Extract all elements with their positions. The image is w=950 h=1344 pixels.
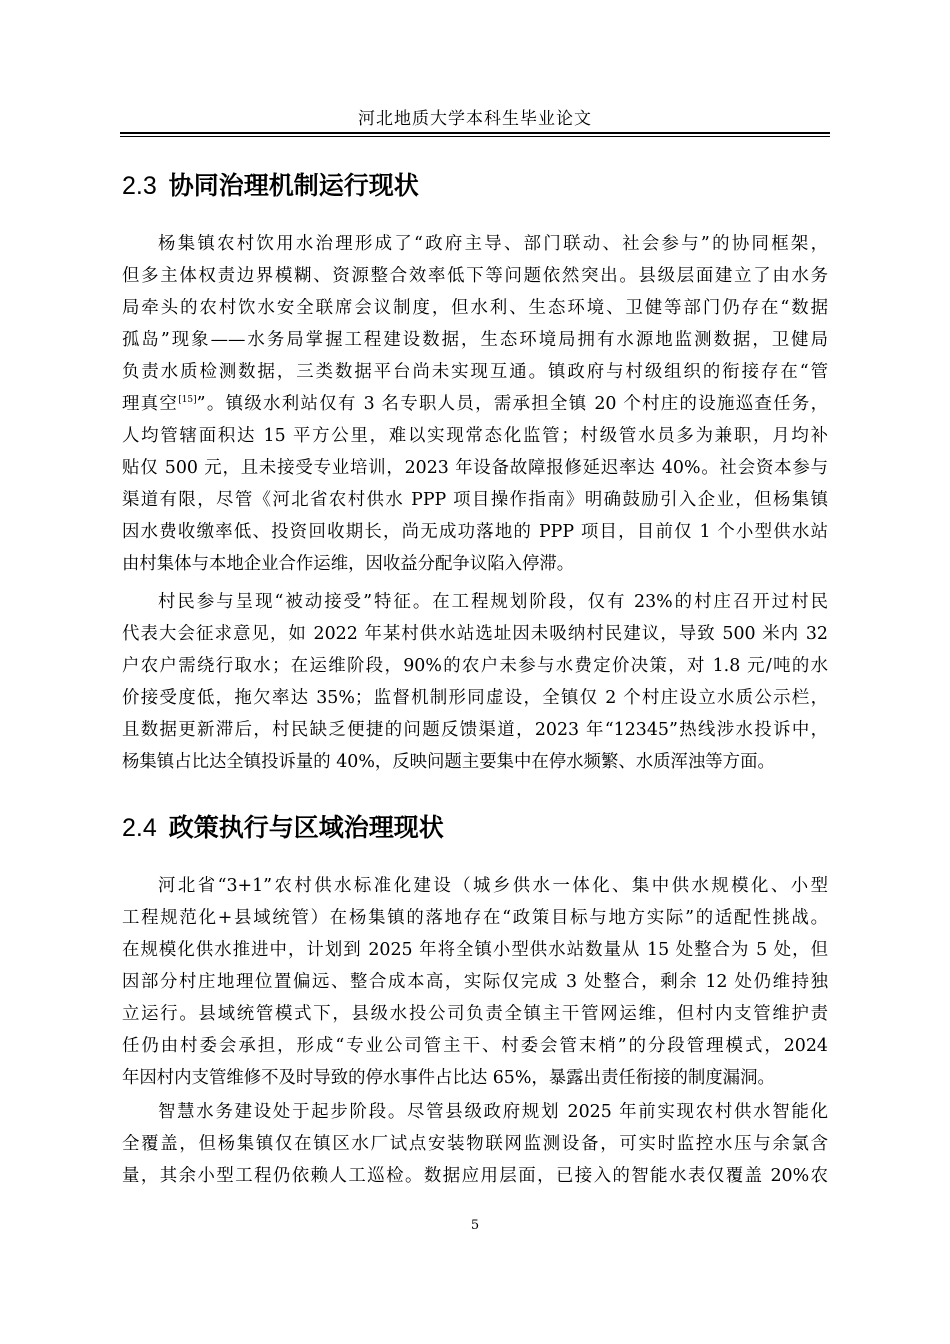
paragraph-line: 户农户需绕行取水；在运维阶段，90%的农户未参与水费定价决策，对 1.8 元/吨的水 [122,656,828,676]
section-heading-2-3 [122,166,419,202]
paragraph-line: 杨集镇占比达全镇投诉量的 40%，反映问题主要集中在停水频繁、水质浑浊等方面。 [122,752,775,772]
section-title: 协同治理机制运行现状 [168,171,419,200]
section-number: 2.4 [122,814,157,842]
paragraph-line: 渠道有限，尽管《河北省农村供水 PPP 项目操作指南》明确鼓励引入企业，但杨集镇 [122,490,828,510]
paragraph-line: 杨集镇农村饮用水治理形成了“政府主导、部门联动、社会参与”的协同框架， [158,234,828,254]
paragraph-line: 孤岛”现象——水务局掌握工程建设数据，生态环境局拥有水源地监测数据，卫健局 [122,330,828,350]
line-segment: 理真空 [122,394,179,414]
paragraph-line: 人均管辖面积达 15 平方公里，难以实现常态化监管；村级管水员多为兼职，月均补 [122,426,828,446]
citation: [15] [178,395,197,406]
paragraph-line: 在规模化供水推进中，计划到 2025 年将全镇小型供水站数量从 15 处整合为 5 处，但 [122,940,828,960]
paragraph-line: 局牵头的农村饮水安全联席会议制度，但水利、生态环境、卫健等部门仍存在“数据 [122,298,828,318]
paragraph-line: 河北省“3+1”农村供水标准化建设（城乡供水一体化、集中供水规模化、小型 [158,876,828,896]
paragraph-line: 量，其余小型工程仍依赖人工巡检。数据应用层面，已接入的智能水表仅覆盖 20%农 [122,1166,828,1186]
paragraph-line: 工程规范化+县域统管）在杨集镇的落地存在“政策目标与地方实际”的适配性挑战。 [122,908,828,928]
paragraph-line: 立运行。县域统管模式下，县级水投公司负责全镇主干管网运维，但村内支管维护责 [122,1004,828,1024]
header-rule-thin [120,136,830,137]
running-header: 河北地质大学本科生毕业论文 [358,109,592,129]
paragraph-line: 因水费收缴率低、投资回收期长，尚无成功落地的 PPP 项目，目前仅 1 个小型供水站 [122,522,828,542]
paragraph-line: 因部分村庄地理位置偏远、整合成本高，实际仅完成 3 处整合，剩余 12 处仍维持独 [122,972,828,992]
paragraph-line: 贴仅 500 元，且未接受专业培训，2023 年设备故障报修延迟率达 40%。社会资本参与 [122,458,828,478]
paragraph-line: 且数据更新滞后，村民缺乏便捷的问题反馈渠道，2023 年“12345”热线涉水投诉中， [122,720,828,740]
section-number: 2.3 [122,172,157,200]
paragraph-line: 智慧水务建设处于起步阶段。尽管县级政府规划 2025 年前实现农村供水智能化 [158,1102,828,1122]
paragraph-line: 由村集体与本地企业合作运维，因收益分配争议陷入停滞。 [122,554,575,574]
paragraph-line: 任仍由村委会承担，形成“专业公司管主干、村委会管末梢”的分段管理模式，2024 [122,1036,828,1056]
paragraph-line: 全覆盖，但杨集镇仅在镇区水厂试点安装物联网监测设备，可实时监控水压与余氯含 [122,1134,828,1154]
paragraph-line: 负责水质检测数据，三类数据平台尚未实现互通。镇政府与村级组织的衔接存在“管 [122,362,828,382]
paragraph-line: 年因村内支管维修不及时导致的停水事件占比达 65%，暴露出责任衔接的制度漏洞。 [122,1068,775,1088]
paragraph-line: 村民参与呈现“被动接受”特征。在工程规划阶段，仅有 23%的村庄召开过村民 [158,592,828,612]
section-heading-2-4 [122,808,444,844]
section-title: 政策执行与区域治理现状 [168,813,444,842]
paragraph-line: 代表大会征求意见，如 2022 年某村供水站选址因未吸纳村民建议，导致 500 米内 32 [122,624,828,644]
line-segment: ”。镇级水利站仅有 3 名专职人员，需承担全镇 20 个村庄的设施巡查任务， [196,394,828,414]
paragraph-line [122,392,828,416]
paragraph-line: 但多主体权责边界模糊、资源整合效率低下等问题依然突出。县级层面建立了由水务 [122,266,828,286]
page-number: 5 [470,1218,480,1233]
paragraph-line: 价接受度低，拖欠率达 35%；监督机制形同虚设，全镇仅 2 个村庄设立水质公示栏， [122,688,828,708]
header-rule-thick [120,132,830,134]
